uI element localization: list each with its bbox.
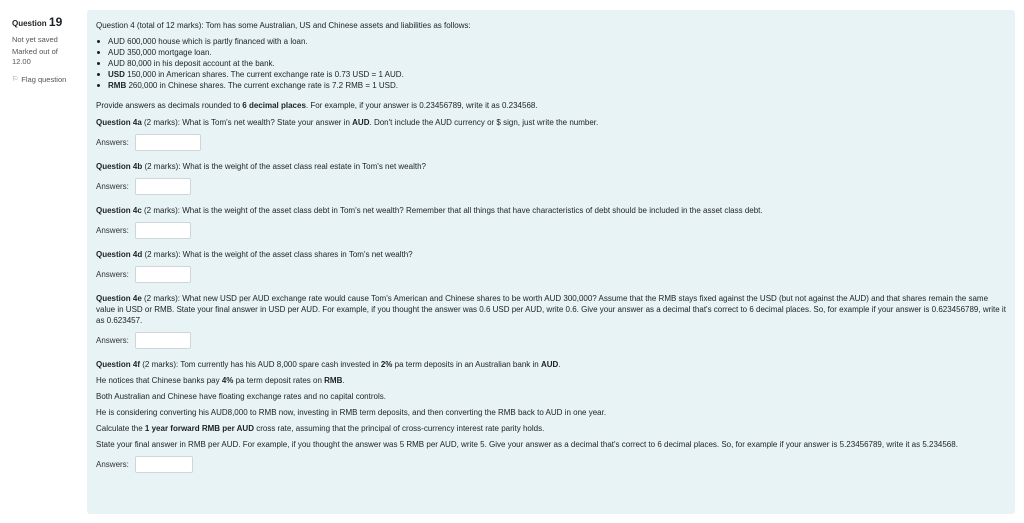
answer-row-4f [96,456,1006,473]
list-item: AUD 600,000 house which is partly financed with a loan. [96,36,1006,47]
save-status: Not yet saved [12,35,58,44]
answer-label: Answers: [96,336,129,345]
flag-icon: ⚐ [12,76,19,83]
answer-row-4c [96,222,1006,239]
question-4f-line2: He notices that Chinese banks pay 4% pa term deposit rates on RMB. [96,376,345,385]
answer-label: Answers: [96,270,129,279]
question-intro: Question 4 (total of 12 marks): Tom has some Australian, US and Chinese assets and liabilities as follows: [96,21,471,30]
flag-question-label: Flag question [21,75,67,84]
question-4d: Question 4d (2 marks): What is the weight of the asset class shares in Tom's net wealth? [96,250,413,259]
question-number-value: 19 [48,15,63,29]
asset-list [96,36,1006,91]
flag-question-button[interactable] [12,75,82,85]
answer-input-4b[interactable] [135,178,191,195]
question-4b: Question 4b (2 marks): What is the weight of the asset class real estate in Tom's net wealth? [96,162,426,171]
question-4f-line3: Both Australian and Chinese have floating exchange rates and no capital controls. [96,392,386,401]
question-4f-line4: He is considering converting his AUD8,000 to RMB now, investing in RMB term deposits, and then converting the RMB back to AUD in one year. [96,408,607,417]
question-4f-line6: State your final answer in RMB per AUD. For example, if you thought the answer was 5 RMB per AUD, write 5. Give your answer as a decimal that's correct to 6 decimal places. So, for example if your answer is 5.23456789, write it as 5.234568. [96,440,958,449]
marks-value: 12.00 [12,57,31,66]
answer-row-4e [96,332,1006,349]
list-item: USD 150,000 in American shares. The current exchange rate is 0.73 USD = 1 AUD. [96,69,1006,80]
question-content [87,10,1015,514]
question-4e: Question 4e (2 marks): What new USD per AUD exchange rate would cause Tom's American and Chinese shares to be worth AUD 300,000? Assume that the RMB stays fixed against the USD (but not against the AUD) and that shares remain the same value in USD or RMB. State your final answer in USD per AUD. For example, if you thought the answer was 0.6 USD per AUD, write 0.6. Give your answer as a decimal that's correct to 6 decimal places. So, for example if your answer is 0.623456789, write it as 0.623457. [96,294,1006,325]
answer-label: Answers: [96,182,129,191]
answer-input-4f[interactable] [135,456,193,473]
answer-input-4e[interactable] [135,332,191,349]
list-item: AUD 350,000 mortgage loan. [96,47,1006,58]
question-4f-line5: Calculate the 1 year forward RMB per AUD cross rate, assuming that the principal of cross-currency interest rate parity holds. [96,424,545,433]
question-4f: Question 4f (2 marks): Tom currently has his AUD 8,000 spare cash invested in 2% pa term deposits in an Australian bank in AUD. [96,360,561,369]
answer-label: Answers: [96,460,129,469]
marked-out-of-label: Marked out of [12,47,58,56]
answer-row-4a [96,134,1006,151]
answer-row-4b [96,178,1006,195]
answer-row-4d [96,266,1006,283]
list-item: RMB 260,000 in Chinese shares. The current exchange rate is 7.2 RMB = 1 USD. [96,80,1006,91]
answer-input-4a[interactable] [135,134,201,151]
instructions: Provide answers as decimals rounded to 6 decimal places. For example, if your answer is 0.23456789, write it as 0.234568. [96,101,538,110]
list-item: AUD 80,000 in his deposit account at the bank. [96,58,1006,69]
answer-input-4c[interactable] [135,222,191,239]
answer-label: Answers: [96,226,129,235]
question-info [12,15,82,85]
question-word: Question [12,19,47,28]
answer-label: Answers: [96,138,129,147]
question-4a: Question 4a (2 marks): What is Tom's net wealth? State your answer in AUD. Don't include the AUD currency or $ sign, just write the number. [96,118,599,127]
question-number [12,15,82,29]
answer-input-4d[interactable] [135,266,191,283]
question-4c: Question 4c (2 marks): What is the weight of the asset class debt in Tom's net wealth? Remember that all things that have characteristics of debt should be included in the asset class debt. [96,206,763,215]
